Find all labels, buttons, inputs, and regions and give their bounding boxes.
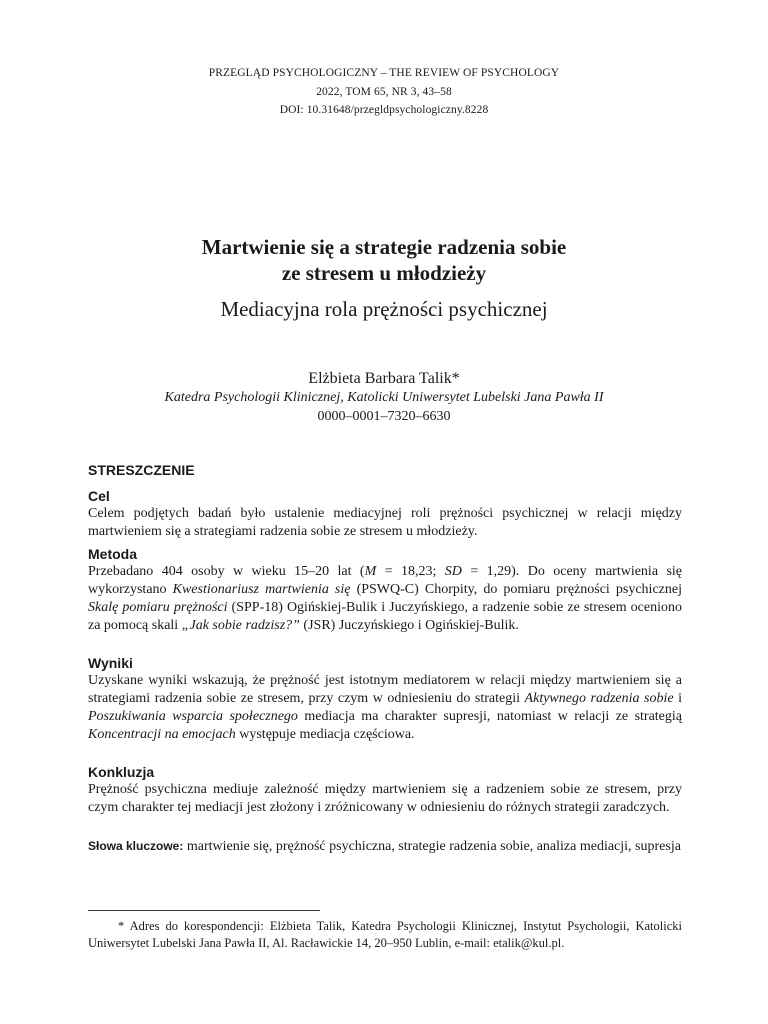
article-doi: DOI: 10.31648/przegldpsychologiczny.8228: [279, 104, 489, 116]
article-title-line2: ze stresem u młodzieży: [281, 261, 487, 285]
section-text-metoda: Przebadano 404 osoby w wieku 15–20 lat (M = 18,23; SD = 1,29). Do oceny martwienia się wykorzystano Kwestionariusz martwienia się (PSWQ-C) Chorpity, do pomiaru prężności psychicznej Skalę pomiaru prężności (SPP-18) Ogińskiej-Bulik i Juczyńskiego, a radzenie sobie ze stresem oceniono za pomocą skali „Jak sobie radzisz?” (JSR) Juczyńskiego i Ogińskiej-Bulik.: [88, 564, 682, 633]
keywords-text: martwienie się, prężność psychiczna, strategie radzenia sobie, analiza mediacji, supresja: [183, 839, 681, 854]
author-orcid: 0000–0001–7320–6630: [317, 409, 451, 424]
section-text-wyniki: Uzyskane wyniki wskazują, że prężność jest istotnym mediatorem w relacji między martwieniem się a strategiami radzenia sobie ze stresem, przy czym w odniesieniu do strategii Aktywnego radzenia sobie i Poszukiwania wsparcia społecznego mediacja ma charakter supresji, natomiast w relacji ze strategią Koncentracji na emocjach występuje mediacja częściowa.: [88, 673, 682, 742]
section-heading-cel: Cel: [88, 488, 110, 504]
section-heading-wyniki: Wyniki: [88, 655, 133, 671]
footnote: * Adres do korespondencji: Elżbieta Talik, Katedra Psychologii Klinicznej, Instytut Psychologii, Katolicki Uniwersytet Lubelski Jana Pawła II, Al. Racławickie 14, 20–950 Lublin, e-mail: etalik@kul.pl.: [88, 919, 682, 950]
journal-name: PRZEGLĄD PSYCHOLOGICZNY – THE REVIEW OF PSYCHOLOGY: [208, 67, 560, 79]
author-affiliation: Katedra Psychologii Klinicznej, Katolicki Uniwersytet Lubelski Jana Pawła II: [164, 390, 604, 405]
section-text-cel: Celem podjętych badań było ustalenie mediacyjnej roli prężności psychicznej w relacji między martwieniem się a strategiami radzenia sobie ze stresem u młodzieży.: [88, 506, 682, 539]
footnote-rule: [88, 910, 320, 911]
author-name: Elżbieta Barbara Talik*: [308, 370, 460, 387]
section-text-konkluzja: Prężność psychiczna mediuje zależność między martwieniem się a radzeniem sobie ze stresem, przy czym charakter tej mediacji jest złożony i zróżnicowany w odniesieniu do różnych strategii zaradczych.: [88, 782, 682, 815]
keywords-label: Słowa kluczowe:: [88, 839, 184, 853]
abstract-heading: STRESZCZENIE: [88, 462, 195, 478]
journal-volume: 2022, TOM 65, NR 3, 43–58: [316, 86, 452, 98]
article-title-line1: Martwienie się a strategie radzenia sobie: [201, 235, 567, 259]
keywords: [88, 837, 682, 856]
section-heading-metoda: Metoda: [88, 546, 137, 562]
article-subtitle: Mediacyjna rola prężności psychicznej: [220, 297, 548, 321]
section-heading-konkluzja: Konkluzja: [88, 764, 155, 780]
